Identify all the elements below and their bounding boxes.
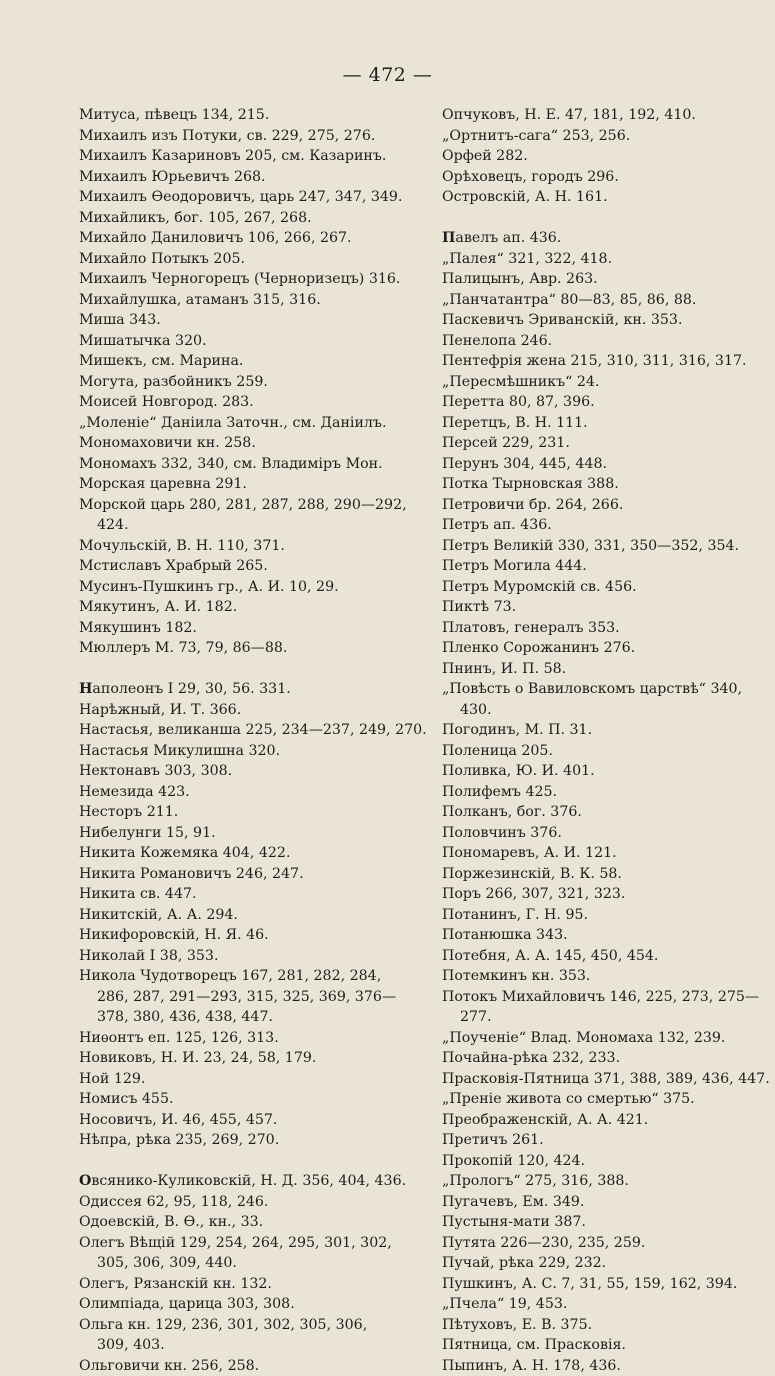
index-entry: „Панчатантра“ 80—83, 85, 86, 88.: [442, 290, 772, 311]
index-entry: Полифемъ 425.: [442, 782, 772, 803]
index-entry: Палицынъ, Авр. 263.: [442, 269, 772, 290]
index-entry: Мономахъ 332, 340, см. Владиміръ Мон.: [79, 454, 424, 475]
index-entry: Паскевичъ Эриванскій, кн. 353.: [442, 310, 772, 331]
index-entry: Перетта 80, 87, 396.: [442, 392, 772, 413]
index-entry: Несторъ 211.: [79, 802, 424, 823]
index-entry: Поржезинскій, В. К. 58.: [442, 864, 772, 885]
index-entry: Опчуковъ, Н. Е. 47, 181, 192, 410.: [442, 105, 772, 126]
index-entry: Ниѳонтъ еп. 125, 126, 313.: [79, 1028, 424, 1049]
index-entry: Никитскій, А. А. 294.: [79, 905, 424, 926]
index-entry: Орфей 282.: [442, 146, 772, 167]
index-entry: Пугачевъ, Ем. 349.: [442, 1192, 772, 1213]
index-entry-continuation: 286, 287, 291—293, 315, 325, 369, 376—: [79, 987, 424, 1008]
index-entry: Моисей Новгород. 283.: [79, 392, 424, 413]
index-entry: Поръ 266, 307, 321, 323.: [442, 884, 772, 905]
index-entry: Овсянико-Куликовскій, Н. Д. 356, 404, 436.: [79, 1171, 424, 1192]
index-entry: Павелъ ап. 436.: [442, 228, 772, 249]
index-entry: Михаилъ Казариновъ 205, см. Казаринъ.: [79, 146, 424, 167]
index-entry: Претичъ 261.: [442, 1130, 772, 1151]
index-entry: Никола Чудотворецъ 167, 281, 282, 284,: [79, 966, 424, 987]
index-entry: Никита св. 447.: [79, 884, 424, 905]
index-entry: Пѣтуховъ, Е. В. 375.: [442, 1315, 772, 1336]
index-entry: „Прологъ“ 275, 316, 388.: [442, 1171, 772, 1192]
index-entry: „Ортнитъ-сага“ 253, 256.: [442, 126, 772, 147]
index-entry: Поленица 205.: [442, 741, 772, 762]
index-entry: Преображенскій, А. А. 421.: [442, 1110, 772, 1131]
index-entry: Михайлушка, атаманъ 315, 316.: [79, 290, 424, 311]
index-entry: Мишекъ, см. Марина.: [79, 351, 424, 372]
index-entry: Пенелопа 246.: [442, 331, 772, 352]
index-entry: Наполеонъ I 29, 30, 56. 331.: [79, 679, 424, 700]
index-entry-continuation: 277.: [442, 1007, 772, 1028]
index-entry: Потанинъ, Г. Н. 95.: [442, 905, 772, 926]
index-entry: Мякутинъ, А. И. 182.: [79, 597, 424, 618]
index-entry: Потебня, А. А. 145, 450, 454.: [442, 946, 772, 967]
index-entry: Пустыня-мати 387.: [442, 1212, 772, 1233]
index-entry: „Моленіе“ Даніила Заточн., см. Даніилъ.: [79, 413, 424, 434]
index-entry: Персей 229, 231.: [442, 433, 772, 454]
index-entry: Петръ ап. 436.: [442, 515, 772, 536]
index-entry: Ольга кн. 129, 236, 301, 302, 305, 306,: [79, 1315, 424, 1336]
index-entry: Нибелунги 15, 91.: [79, 823, 424, 844]
index-entry: Настасья Микулишна 320.: [79, 741, 424, 762]
index-entry: Нарѣжный, И. Т. 366.: [79, 700, 424, 721]
index-entry: Митуса, пѣвецъ 134, 215.: [79, 105, 424, 126]
index-entry: Пиктѣ 73.: [442, 597, 772, 618]
index-entry: Половчинъ 376.: [442, 823, 772, 844]
index-entry: Михаилъ изъ Потуки, св. 229, 275, 276.: [79, 126, 424, 147]
index-entry: Одиссея 62, 95, 118, 246.: [79, 1192, 424, 1213]
index-entry: Петръ Великій 330, 331, 350—352, 354.: [442, 536, 772, 557]
index-entry: Олегъ, Рязанскій кн. 132.: [79, 1274, 424, 1295]
index-entry: Поливка, Ю. И. 401.: [442, 761, 772, 782]
index-entry: Мишатычка 320.: [79, 331, 424, 352]
index-entry: Настасья, великанша 225, 234—237, 249, 270.: [79, 720, 424, 741]
index-entry: Одоевскій, В. Ѳ., кн., 33.: [79, 1212, 424, 1233]
index-entry: „Пересмѣшникъ“ 24.: [442, 372, 772, 393]
index-entry: Нѣпра, рѣка 235, 269, 270.: [79, 1130, 424, 1151]
index-entry: Олимпіада, царица 303, 308.: [79, 1294, 424, 1315]
index-entry-continuation: 378, 380, 436, 438, 447.: [79, 1007, 424, 1028]
index-entry: Михайло Потыкъ 205.: [79, 249, 424, 270]
index-entry: Пентефрія жена 215, 310, 311, 316, 317.: [442, 351, 772, 372]
index-entry: Николай I 38, 353.: [79, 946, 424, 967]
index-entry: Морской царь 280, 281, 287, 288, 290—292,: [79, 495, 424, 516]
index-entry: Пнинъ, И. П. 58.: [442, 659, 772, 680]
index-entry: Путята 226—230, 235, 259.: [442, 1233, 772, 1254]
index-entry: Прокопій 120, 424.: [442, 1151, 772, 1172]
index-column-right: [442, 105, 772, 1376]
index-entry-continuation: 430.: [442, 700, 772, 721]
index-entry: Островскій, А. Н. 161.: [442, 187, 772, 208]
index-entry: Пленко Сорожанинъ 276.: [442, 638, 772, 659]
index-entry-continuation: 305, 306, 309, 440.: [79, 1253, 424, 1274]
index-entry: Никита Кожемяка 404, 422.: [79, 843, 424, 864]
index-entry: Пономаревъ, А. И. 121.: [442, 843, 772, 864]
index-entry: Прасковія-Пятница 371, 388, 389, 436, 447.: [442, 1069, 772, 1090]
index-entry: „Поученіе“ Влад. Мономаха 132, 239.: [442, 1028, 772, 1049]
index-entry: Михаилъ Черногорецъ (Черноризецъ) 316.: [79, 269, 424, 290]
index-entry: Михайло Даниловичъ 106, 266, 267.: [79, 228, 424, 249]
index-entry: Пушкинъ, А. С. 7, 31, 55, 159, 162, 394.: [442, 1274, 772, 1295]
index-entry: Петровичи бр. 264, 266.: [442, 495, 772, 516]
index-entry: Ной 129.: [79, 1069, 424, 1090]
index-entry: „Пчела“ 19, 453.: [442, 1294, 772, 1315]
index-entry: Петръ Муромскій св. 456.: [442, 577, 772, 598]
index-entry: Никифоровскій, Н. Я. 46.: [79, 925, 424, 946]
index-entry: Морская царевна 291.: [79, 474, 424, 495]
index-entry: Нектонавъ 303, 308.: [79, 761, 424, 782]
index-entry: Номисъ 455.: [79, 1089, 424, 1110]
index-entry-continuation: 424.: [79, 515, 424, 536]
index-entry: „Повѣсть о Вавиловскомъ царствѣ“ 340,: [442, 679, 772, 700]
index-entry: Петръ Могила 444.: [442, 556, 772, 577]
index-column-left: [79, 105, 424, 1376]
index-entry-continuation: 309, 403.: [79, 1335, 424, 1356]
index-entry: Мюллеръ М. 73, 79, 86—88.: [79, 638, 424, 659]
page-number: — 472 —: [0, 64, 775, 86]
index-entry: Погодинъ, М. П. 31.: [442, 720, 772, 741]
index-entry: „Палея“ 321, 322, 418.: [442, 249, 772, 270]
index-entry: Потемкинъ кн. 353.: [442, 966, 772, 987]
index-entry: „Преніе живота со смертью“ 375.: [442, 1089, 772, 1110]
index-entry: Олегъ Вѣщій 129, 254, 264, 295, 301, 302,: [79, 1233, 424, 1254]
index-entry: Мономаховичи кн. 258.: [79, 433, 424, 454]
index-entry: Орѣховецъ, городъ 296.: [442, 167, 772, 188]
index-entry: Пыпинъ, А. Н. 178, 436.: [442, 1356, 772, 1376]
index-entry: Носовичъ, И. 46, 455, 457.: [79, 1110, 424, 1131]
index-entry: Новиковъ, Н. И. 23, 24, 58, 179.: [79, 1048, 424, 1069]
index-entry: Перунъ 304, 445, 448.: [442, 454, 772, 475]
index-entry: Почайна-рѣка 232, 233.: [442, 1048, 772, 1069]
index-entry: Пучай, рѣка 229, 232.: [442, 1253, 772, 1274]
index-entry: Мочульскій, В. Н. 110, 371.: [79, 536, 424, 557]
index-entry: Платовъ, генералъ 353.: [442, 618, 772, 639]
index-entry: Пятница, см. Прасковія.: [442, 1335, 772, 1356]
index-entry: Миша 343.: [79, 310, 424, 331]
index-entry: Никита Романовичъ 246, 247.: [79, 864, 424, 885]
index-entry: Мякушинъ 182.: [79, 618, 424, 639]
index-entry: Потанюшка 343.: [442, 925, 772, 946]
index-entry: Михаилъ Ѳеодоровичъ, царь 247, 347, 349.: [79, 187, 424, 208]
index-entry: Потка Тырновская 388.: [442, 474, 772, 495]
index-entry: Мстиславъ Храбрый 265.: [79, 556, 424, 577]
index-entry: Перетцъ, В. Н. 111.: [442, 413, 772, 434]
index-entry: Могута, разбойникъ 259.: [79, 372, 424, 393]
index-entry: Михайликъ, бог. 105, 267, 268.: [79, 208, 424, 229]
index-entry: Немезида 423.: [79, 782, 424, 803]
index-entry: Потокъ Михайловичъ 146, 225, 273, 275—: [442, 987, 772, 1008]
index-entry: Мусинъ-Пушкинъ гр., А. И. 10, 29.: [79, 577, 424, 598]
index-entry: Ольговичи кн. 256, 258.: [79, 1356, 424, 1376]
index-entry: Полканъ, бог. 376.: [442, 802, 772, 823]
index-entry: Михаилъ Юрьевичъ 268.: [79, 167, 424, 188]
